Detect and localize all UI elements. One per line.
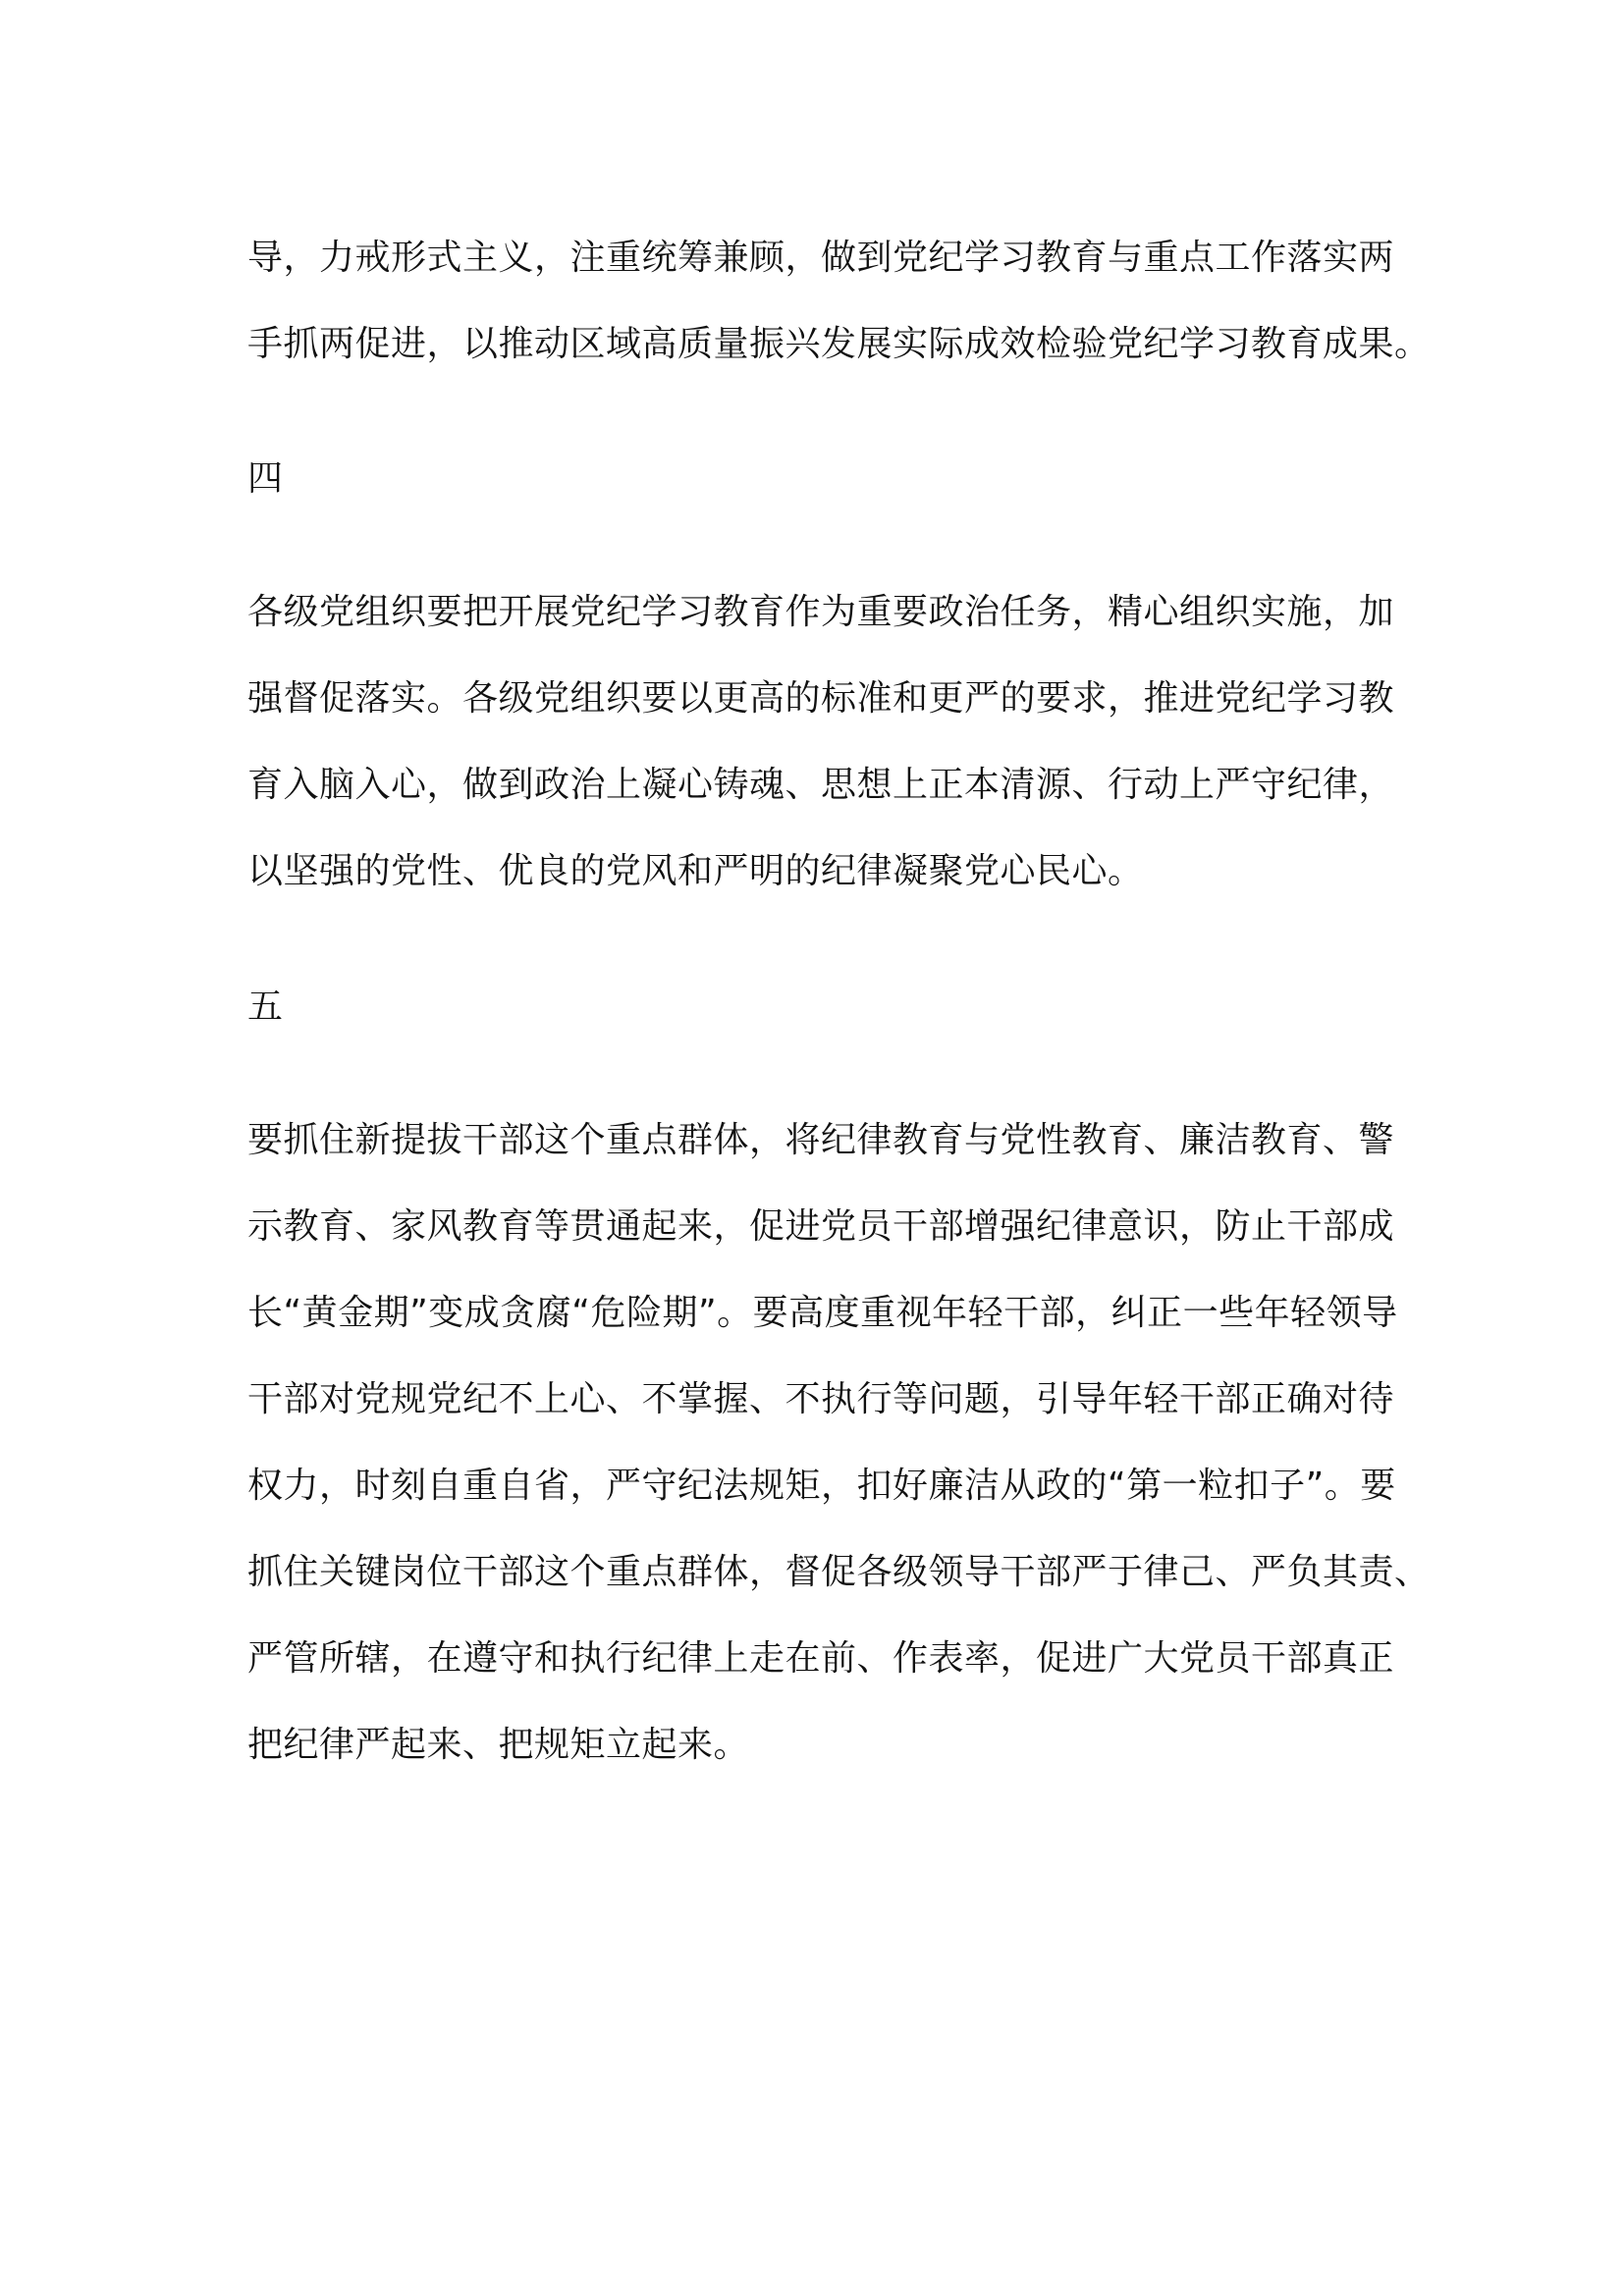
paragraph-line: 示教育、家风教育等贯通起来，促进党员干部增强纪律意识，防止干部成	[247, 1206, 1395, 1247]
paragraph-line: 长“黄金期”变成贪腐“危险期”。要高度重视年轻干部，纠正一些年轻领导	[247, 1293, 1398, 1333]
section-heading-5: 五	[247, 987, 284, 1027]
paragraph-line: 干部对党规党纪不上心、不掌握、不执行等问题，引导年轻干部正确对待	[247, 1379, 1395, 1419]
paragraph-line: 育入脑入心，做到政治上凝心铸魂、思想上正本清源、行动上严守纪律，	[247, 765, 1395, 805]
paragraph-line: 要抓住新提拔干部这个重点群体，将纪律教育与党性教育、廉洁教育、警	[247, 1120, 1395, 1160]
paragraph-line: 强督促落实。各级党组织要以更高的标准和更严的要求，推进党纪学习教	[247, 678, 1395, 719]
paragraph-line: 以坚强的党性、优良的党风和严明的纪律凝聚党心民心。	[247, 851, 1144, 891]
paragraph-line: 各级党组织要把开展党纪学习教育作为重要政治任务，精心组织实施，加	[247, 592, 1395, 632]
paragraph-line: 把纪律严起来、把规矩立起来。	[247, 1725, 750, 1765]
paragraph-line: 导，力戒形式主义，注重统筹兼顾，做到党纪学习教育与重点工作落实两	[247, 238, 1395, 278]
paragraph-line: 抓住关键岗位干部这个重点群体，督促各级领导干部严于律己、严负其责、	[247, 1552, 1431, 1592]
paragraph-line: 手抓两促进，以推动区域高质量振兴发展实际成效检验党纪学习教育成果。	[247, 324, 1431, 364]
paragraph-line: 严管所辖，在遵守和执行纪律上走在前、作表率，促进广大党员干部真正	[247, 1638, 1395, 1679]
section-heading-4: 四	[247, 458, 284, 499]
paragraph-line: 权力，时刻自重自省，严守纪法规矩，扣好廉洁从政的“第一粒扣子”。要	[247, 1466, 1396, 1506]
